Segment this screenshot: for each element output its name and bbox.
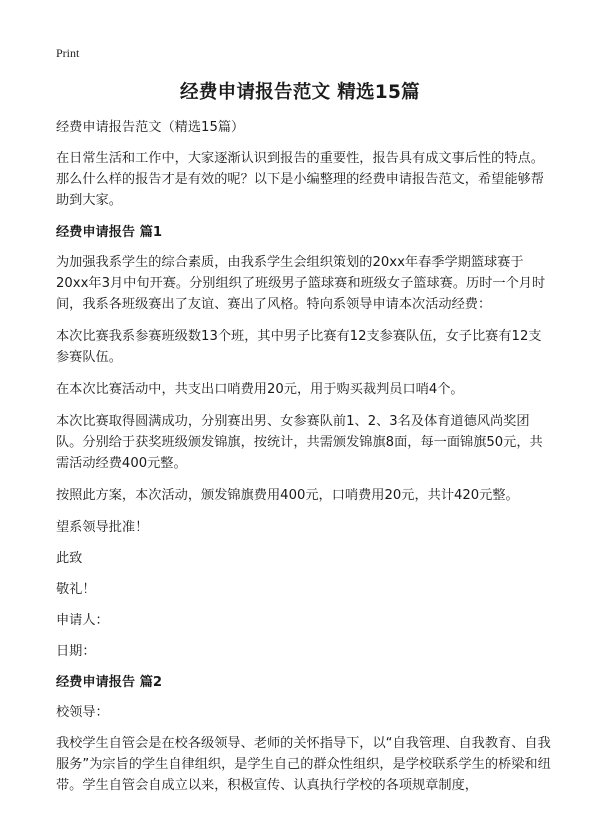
body-paragraph: 我校学生自管会是在校各级领导、老师的关怀指导下，以“自我管理、自我教育、自我服务”为宗旨的学生自律组织，是学生自己的群众性组织，是学校联系学生的桥梁和纽带。学生自管会自成立以来，积极宣传、认真执行学校的各项规章制度， <box>56 736 551 793</box>
body-paragraph: 在本次比赛活动中，共支出口哨费用20元，用于购买裁判员口哨4个。 <box>56 382 464 397</box>
closing-line: 此致 <box>56 551 83 566</box>
print-link[interactable]: Print <box>56 46 80 60</box>
section-heading: 经费申请报告 篇1 <box>56 225 163 240</box>
salutation: 校领导： <box>56 705 109 720</box>
body-paragraph: 本次比赛取得圆满成功，分别赛出男、女参赛队前1、2、3名及体育道德风尚奖团队。分别给于获奖班级颁发锦旗，按统计，共需颁发锦旗8面，每一面锦旗50元，共需活动经费400元整。 <box>56 414 543 471</box>
date-line: 日期： <box>56 644 96 659</box>
closing-line: 敬礼！ <box>56 582 96 597</box>
applicant-line: 申请人： <box>56 613 109 628</box>
document-body <box>56 117 552 807</box>
body-paragraph: 为加强我系学生的综合素质，由我系学生会组织策划的20xx年春季学期篮球赛于20xx年3月中旬开赛。分别组织了班级男子篮球赛和班级女子篮球赛。历时一个月时间，我系各班级赛出了友谊、赛出了风格。特向系领导申请本次活动经费： <box>56 255 546 312</box>
document-subtitle: 经费申请报告范文（精选15篇） <box>56 120 245 135</box>
body-paragraph: 按照此方案，本次活动，颁发锦旗费用400元，口哨费用20元，共计420元整。 <box>56 488 519 503</box>
section-heading: 经费申请报告 篇2 <box>56 675 163 690</box>
document-title: 经费申请报告范文 精选15篇 <box>180 82 420 103</box>
body-paragraph: 本次比赛我系参赛班级数13个班，其中男子比赛有12支参赛队伍，女子比赛有12支参赛队伍。 <box>56 329 542 365</box>
body-paragraph: 望系领导批准！ <box>56 520 149 535</box>
intro-paragraph: 在日常生活和工作中，大家逐渐认识到报告的重要性，报告具有成文事后性的特点。那么什么样的报告才是有效的呢？以下是小编整理的经费申请报告范文，希望能够帮助到大家。 <box>56 151 544 208</box>
